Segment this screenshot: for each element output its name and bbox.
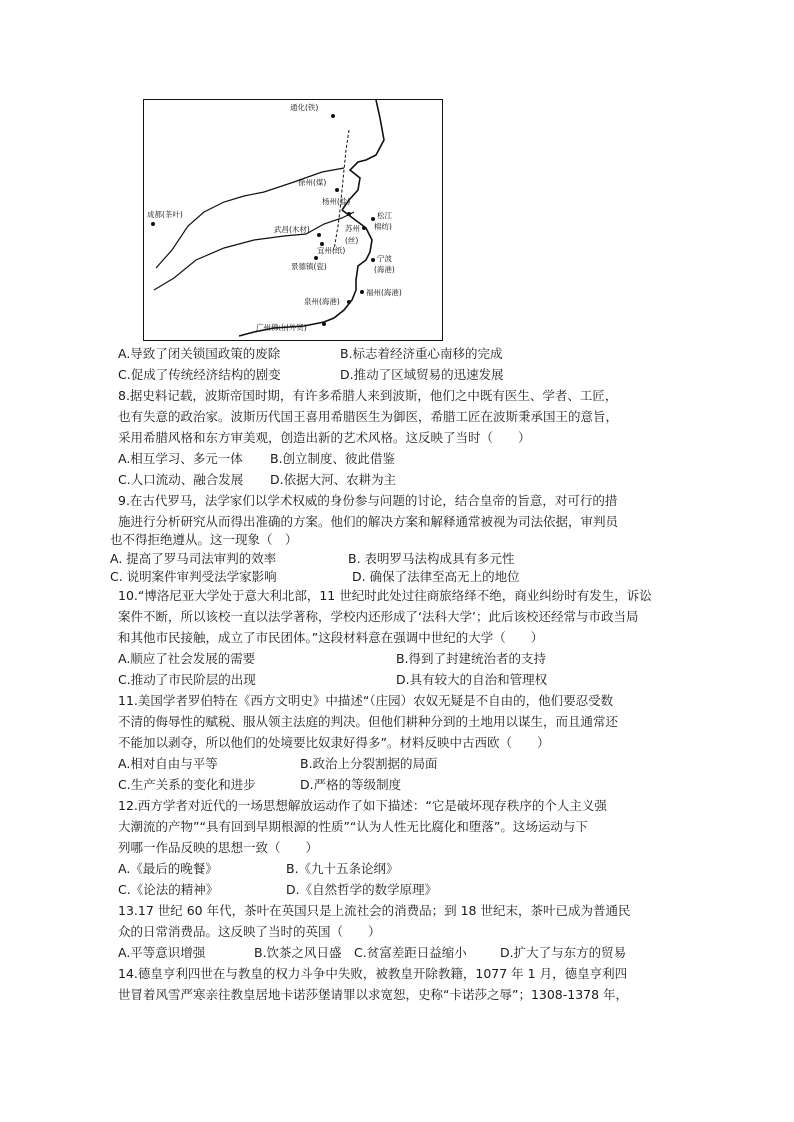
q12-option-a: A.《最后的晚餐》	[118, 861, 218, 876]
map-dot-ningbo	[371, 258, 375, 262]
q10-stem-2: 案件不断，所以该校一直以法学著称，学校内还形成了‘法科大学’；此后该校还经常与市政当局	[118, 609, 639, 624]
q8-option-d: D.依据大河、农耕为主	[270, 472, 397, 487]
map-label-quanzhou: 泉州(海港)	[304, 297, 340, 306]
map-dot-wuchang	[317, 233, 321, 237]
q13-option-d: D.扩大了与东方的贸易	[500, 945, 627, 960]
q10-option-b: B.得到了封建统治者的支持	[396, 651, 547, 666]
q8-option-b: B.创立制度、彼此借鉴	[270, 451, 396, 466]
q9-option-a: A. 提高了罗马司法审判的效率	[110, 551, 277, 566]
q13-option-a: A.平等意识增强	[118, 945, 206, 960]
q11-option-c: C.生产关系的变化和进步	[118, 777, 256, 792]
map-label-yizhou: 宜州(纸)	[317, 246, 346, 255]
q9-option-b: B. 表明罗马法构成具有多元性	[348, 551, 515, 566]
map-label-yangzhou: 杨州(盐)	[322, 197, 351, 206]
map-label-songjiang: 松江	[377, 211, 392, 220]
q8-stem-2: 也有失意的政治家。波斯历代国王喜用希腊医生为御医，希腊工匠在波斯秉承国王的意旨，	[118, 409, 619, 424]
q10-stem-1: 10.“博洛尼亚大学处于意大利北部，11 世纪时此处过往商旅络绎不绝，商业纠纷时有发生，诉讼	[118, 588, 652, 603]
q10-option-c: C.推动了市民阶层的出现	[118, 672, 256, 687]
q7-option-d: D.推动了区域贸易的迅速发展	[340, 367, 504, 382]
q8-stem-3: 采用希腊风格和东方审美观，创造出新的艺术风格。这反映了当时（ ）	[118, 430, 531, 445]
q11-stem-2: 不清的侮辱性的赋税、服从领主法庭的判决。但他们耕种分到的土地用以谋生，而且通常还	[118, 714, 619, 729]
map-label-xuzhou: 徐州(煤)	[298, 178, 327, 187]
q12-stem-3: 列哪一作品反映的思想一致（ ）	[118, 840, 319, 855]
q13-option-b: B.饮茶之风日盛	[254, 945, 342, 960]
q11-option-d: D.严格的等级制度	[300, 777, 402, 792]
map-dot-suzhou	[362, 226, 366, 230]
q7-option-a: A.导致了闭关锁国政策的废除	[118, 346, 281, 361]
map-dot-songjiang	[371, 217, 375, 221]
map-label-chengdu: 成都(茶叶)	[147, 210, 183, 219]
map-dot-yangzhou	[347, 212, 351, 216]
map-label-suzhou: 苏州	[345, 224, 360, 233]
map-label-tonghua: 通化(铁)	[290, 103, 319, 112]
map-label-guangzhou: 广州佛山(外贸)	[256, 323, 307, 332]
map-label-ningbo: 宁波	[377, 254, 392, 263]
map-dot-fuzhou	[360, 290, 364, 294]
map-label-mianfang: 棉纺)	[374, 222, 392, 231]
q14-stem-2: 世冒着风雪严寒亲往教皇居地卡诺莎堡请罪以求宽恕，史称“卡诺莎之辱”；1308-1378 年，	[118, 987, 629, 1002]
q10-stem-3: 和其他市民接触，成立了市民团体。”这段材料意在强调中世纪的大学（ ）	[118, 630, 544, 645]
map-dot-guangzhou	[322, 322, 326, 326]
q8-option-a: A.相互学习、多元一体	[118, 451, 243, 466]
q9-stem-3: 也不得拒绝遵从。这一现象（ ）	[110, 532, 298, 547]
q10-option-d: D.具有较大的自治和管理权	[396, 672, 548, 687]
q10-option-a: A.顺应了社会发展的需要	[118, 651, 256, 666]
q11-option-b: B.政治上分裂割据的局面	[300, 756, 438, 771]
map-label-ningbo-port: (海港)	[374, 265, 395, 274]
q11-stem-3: 不能加以剥夺，所以他们的处境要比奴隶好得多”。材料反映中古西欧（ ）	[118, 735, 550, 750]
map-dot-quanzhou	[347, 300, 351, 304]
q13-stem-2: 众的日常消费品。这反映了当时的英国（ ）	[118, 924, 381, 939]
q13-stem-1: 13.17 世纪 60 年代，茶叶在英国只是上流社会的消费品；到 18 世纪末，茶叶已成为普通民	[118, 903, 631, 918]
trade-map	[143, 99, 443, 341]
q12-option-c: C.《论法的精神》	[118, 882, 219, 897]
map-label-wuchang: 武昌(木材)	[274, 225, 310, 234]
map-dot-chengdu	[151, 222, 155, 226]
q12-option-b: B.《九十五条论纲》	[286, 861, 399, 876]
map-label-jingdezhen: 景德镇(瓷)	[291, 262, 327, 271]
q9-option-c: C. 说明案件审判受法学家影响	[110, 569, 277, 584]
q11-option-a: A.相对自由与平等	[118, 756, 218, 771]
map-label-fuzhou: 福州(海港)	[366, 288, 402, 297]
q13-option-c: C.贫富差距日益缩小	[354, 945, 467, 960]
q8-stem-1: 8.据史料记载，波斯帝国时期，有许多希腊人来到波斯，他们之中既有医生、学者、工匠，	[118, 388, 618, 403]
q12-stem-2: 大潮流的产物”“具有回到早期根源的性质”“认为人性无比腐化和堕落”。这场运动与下	[118, 819, 588, 834]
q9-stem-1: 9.在古代罗马，法学家们以学术权威的身份参与问题的讨论，结合皇帝的旨意，对可行的措	[118, 493, 618, 508]
q7-option-c: C.促成了传统经济结构的剧变	[118, 367, 281, 382]
coastline-drawing	[144, 100, 442, 340]
map-dot-jingdezhen	[314, 256, 318, 260]
map-dot-yizhou	[320, 242, 324, 246]
map-dot-tonghua	[331, 114, 335, 118]
q9-option-d: D. 确保了法律至高无上的地位	[352, 569, 520, 584]
q9-stem-2: 施进行分析研究从而得出准确的方案。他们的解决方案和解释通常被视为司法依据，审判员	[118, 514, 619, 529]
map-dot-xuzhou	[335, 188, 339, 192]
q12-option-d: D.《自然哲学的数学原理》	[286, 882, 438, 897]
q11-stem-1: 11.美国学者罗伯特在《西方文明史》中描述“（庄园）农奴无疑是不自由的，他们要忍受数	[118, 693, 614, 708]
q8-option-c: C.人口流动、融合发展	[118, 472, 244, 487]
q12-stem-1: 12.西方学者对近代的一场思想解放运动作了如下描述：“它是破坏现存秩序的个人主义强	[118, 798, 607, 813]
q7-option-b: B.标志着经济重心南移的完成	[340, 346, 503, 361]
map-label-si: (丝)	[345, 236, 359, 245]
q14-stem-1: 14.德皇亨利四世在与教皇的权力斗争中失败，被教皇开除教籍，1077 年 1 月，德皇亨利四	[118, 966, 628, 981]
